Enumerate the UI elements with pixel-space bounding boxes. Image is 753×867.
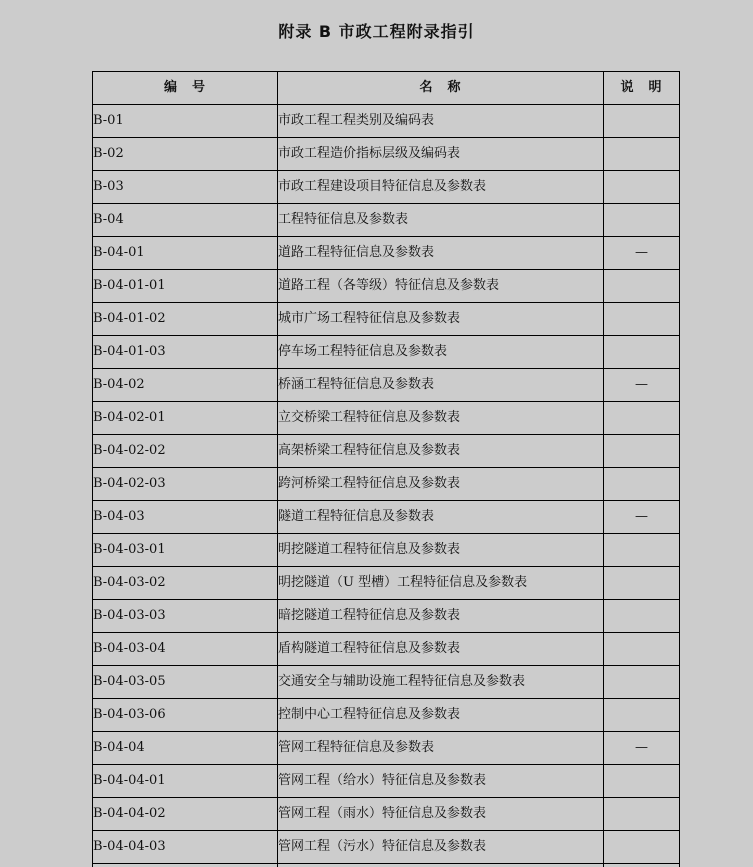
table-row [93,402,680,435]
row-name: 高架桥梁工程特征信息及参数表 [278,435,604,468]
table-header-row [93,72,680,105]
row-name: 明挖隧道工程特征信息及参数表 [278,534,604,567]
row-note [604,600,680,633]
row-code: B-04-02-01 [93,402,278,435]
table-row [93,798,680,831]
table-row [93,138,680,171]
row-note [604,831,680,864]
row-note [604,666,680,699]
row-name: 工程特征信息及参数表 [278,204,604,237]
row-name: 交通安全与辅助设施工程特征信息及参数表 [278,666,604,699]
table-row [93,303,680,336]
row-code: B-04-01 [93,237,278,270]
table-row [93,666,680,699]
table-row [93,864,680,867]
table-row [93,468,680,501]
row-name [278,864,604,867]
table-row [93,171,680,204]
row-code: B-04-02 [93,369,278,402]
table-row [93,567,680,600]
table-row [93,831,680,864]
row-note [604,765,680,798]
row-name: 盾构隧道工程特征信息及参数表 [278,633,604,666]
header-note: 说 明 [604,72,680,105]
table-row [93,204,680,237]
row-note [604,633,680,666]
row-note [604,303,680,336]
header-code: 编 号 [93,72,278,105]
table-row [93,534,680,567]
row-name: 市政工程造价指标层级及编码表 [278,138,604,171]
table-row [93,633,680,666]
row-note [604,699,680,732]
row-code: B-04-03 [93,501,278,534]
row-note [604,468,680,501]
table-row [93,600,680,633]
table-row [93,105,680,138]
row-code: B-04-02-03 [93,468,278,501]
table-row [93,435,680,468]
row-code: B-04-03-03 [93,600,278,633]
row-name: 市政工程建设项目特征信息及参数表 [278,171,604,204]
row-note [604,105,680,138]
row-name: 道路工程特征信息及参数表 [278,237,604,270]
row-code: B-04-02-02 [93,435,278,468]
row-note: — [604,369,680,402]
row-note [604,864,680,867]
row-code: B-04-04-02 [93,798,278,831]
row-code: B-04-04-03 [93,831,278,864]
page-title: 附录 B 市政工程附录指引 [278,22,475,41]
row-code: B-04-03-06 [93,699,278,732]
row-note [604,336,680,369]
row-name: 隧道工程特征信息及参数表 [278,501,604,534]
row-name: 立交桥梁工程特征信息及参数表 [278,402,604,435]
row-name: 管网工程（雨水）特征信息及参数表 [278,798,604,831]
row-code: B-04-01-03 [93,336,278,369]
row-note [604,204,680,237]
row-code: B-03 [93,171,278,204]
row-name: 管网工程（给水）特征信息及参数表 [278,765,604,798]
header-name: 名 称 [278,72,604,105]
row-code: B-02 [93,138,278,171]
row-code: B-04-01-02 [93,303,278,336]
row-note [604,567,680,600]
row-code [93,864,278,867]
row-name: 暗挖隧道工程特征信息及参数表 [278,600,604,633]
row-note [604,171,680,204]
row-name: 跨河桥梁工程特征信息及参数表 [278,468,604,501]
row-note [604,798,680,831]
row-name: 管网工程特征信息及参数表 [278,732,604,765]
table-row [93,765,680,798]
table-row [93,732,680,765]
row-name: 控制中心工程特征信息及参数表 [278,699,604,732]
row-note [604,402,680,435]
table-row [93,237,680,270]
row-code: B-04-03-02 [93,567,278,600]
row-note [604,435,680,468]
row-name: 管网工程（污水）特征信息及参数表 [278,831,604,864]
row-name: 道路工程（各等级）特征信息及参数表 [278,270,604,303]
table-row [93,369,680,402]
row-note: — [604,237,680,270]
row-note: — [604,732,680,765]
row-name: 市政工程工程类别及编码表 [278,105,604,138]
appendix-index-table [92,71,680,867]
table-row [93,336,680,369]
row-note: — [604,501,680,534]
row-code: B-01 [93,105,278,138]
table-body [93,105,680,867]
row-name: 停车场工程特征信息及参数表 [278,336,604,369]
row-note [604,270,680,303]
row-code: B-04-03-05 [93,666,278,699]
table-row [93,501,680,534]
row-name: 明挖隧道（U 型槽）工程特征信息及参数表 [278,567,604,600]
table-row [93,270,680,303]
row-name: 城市广场工程特征信息及参数表 [278,303,604,336]
row-note [604,534,680,567]
row-note [604,138,680,171]
row-name: 桥涵工程特征信息及参数表 [278,369,604,402]
row-code: B-04-01-01 [93,270,278,303]
table-row [93,699,680,732]
row-code: B-04 [93,204,278,237]
row-code: B-04-04-01 [93,765,278,798]
row-code: B-04-04 [93,732,278,765]
row-code: B-04-03-01 [93,534,278,567]
row-code: B-04-03-04 [93,633,278,666]
